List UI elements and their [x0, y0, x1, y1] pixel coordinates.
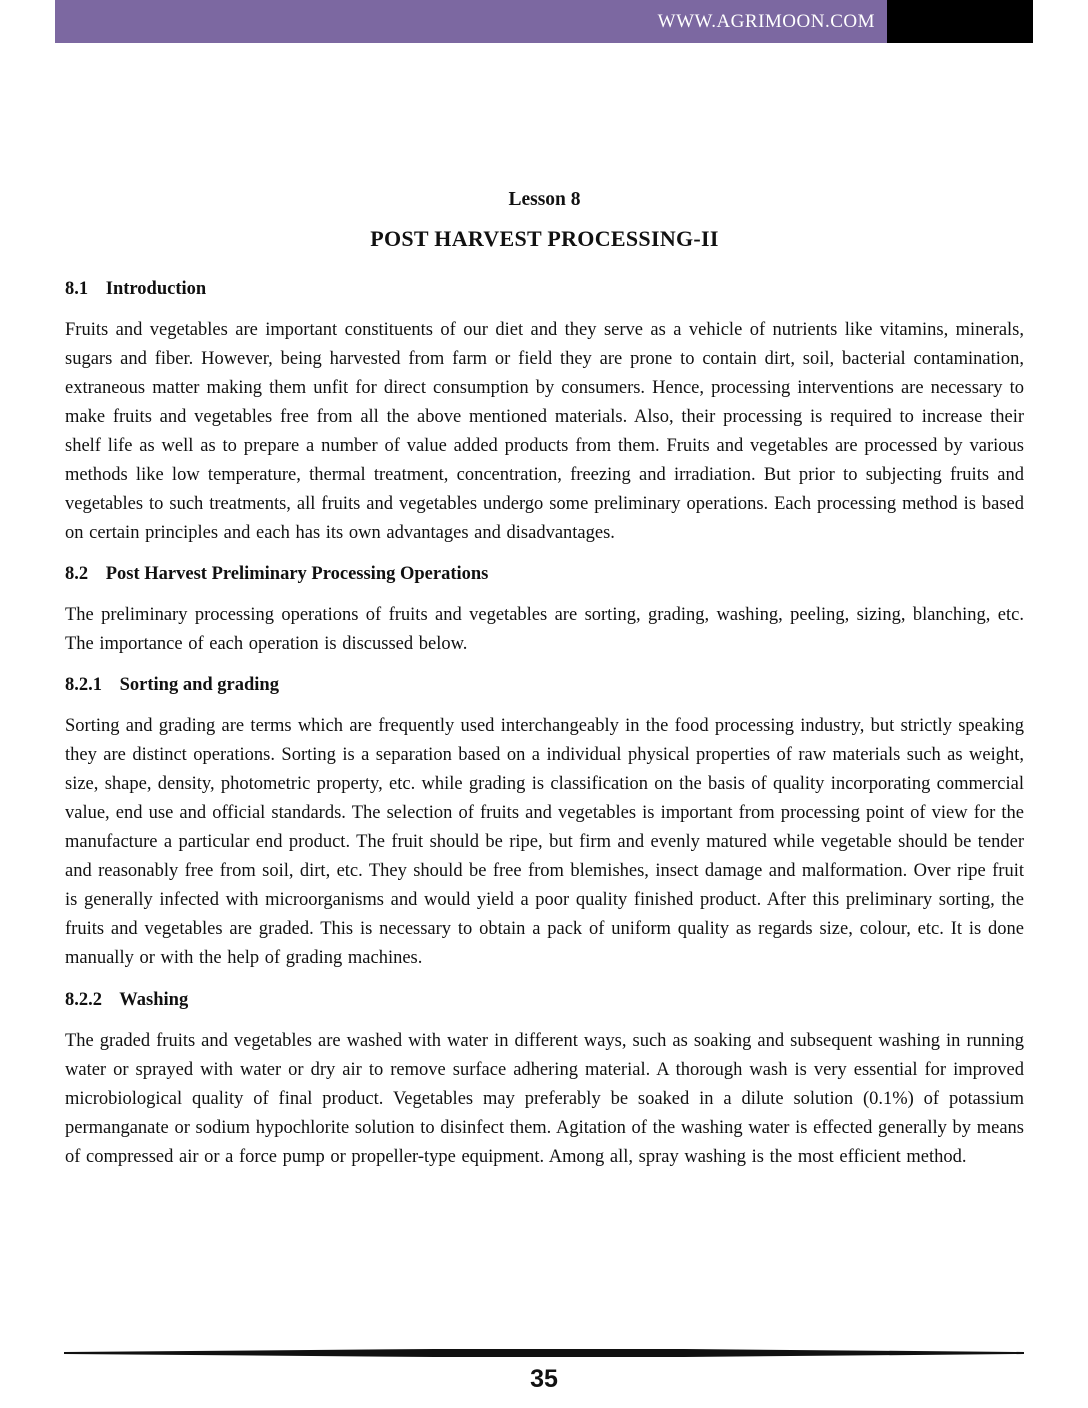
page-number: 35 [530, 1365, 558, 1393]
section-number: 8.2.1 [65, 675, 102, 695]
section-paragraph: The preliminary processing operations of fruits and vegetables are sorting, grading, washing, peeling, sizing, blanching, etc. The importance of each operation is discussed below. [65, 605, 1024, 654]
topbar-black-segment [887, 0, 1033, 43]
section-title: Washing [119, 990, 189, 1010]
section-heading-8-2-1 [65, 674, 1024, 696]
footer-rule [64, 1349, 1024, 1358]
topbar [0, 0, 1088, 43]
section-number: 8.1 [65, 279, 89, 299]
document-content [0, 43, 1088, 1172]
section-title: Introduction [105, 279, 207, 299]
lesson-number-title: Lesson 8 [508, 189, 581, 210]
section-paragraph: Sorting and grading are terms which are frequently used interchangeably in the food processing industry, but strictly speaking they are distinct operations. Sorting is a separation based on a individual physical properties of raw materials such as weight, size, shape, density, photometric property, etc. while grading is classification on the basis of quality incorporating commercial value, end use and official standards. The selection of fruits and vegetables is important from processing point of view for the manufacture a particular end product. The fruit should be ripe, but firm and evenly matured while vegetable should be tender and reasonably free from soil, dirt, etc. They should be free from blemishes, insect damage and malformation. Over ripe fruit is generally infected with microorganisms and would yield a poor quality finished product. After this preliminary sorting, the fruits and vegetables are graded. This is necessary to obtain a pack of uniform quality as regards size, colour, etc. It is done manually or with the help of grading machines. [65, 716, 1024, 968]
section-paragraph: Fruits and vegetables are important constituents of our diet and they serve as a vehicle of nutrients like vitamins, minerals, sugars and fiber. However, being harvested from farm or field they are prone to contain dirt, soil, bacterial contamination, extraneous matter making them unfit for direct consumption by consumers. Hence, processing interventions are necessary to make fruits and vegetables free from all the above mentioned materials. Also, their processing is required to increase their shelf life as well as to prepare a number of value added products from them. Fruits and vegetables are processed by various methods like low temperature, thermal treatment, concentration, freezing and irradiation. But prior to subjecting fruits and vegetables to such treatments, all fruits and vegetables undergo some preliminary operations. Each processing method is based on certain principles and each has its own advantages and disadvantages. [65, 320, 1024, 543]
section-heading-8-2 [65, 563, 1024, 585]
section-heading-8-2-2 [65, 989, 1024, 1011]
section-title: Sorting and grading [119, 675, 279, 695]
section-paragraph: The graded fruits and vegetables are washed with water in different ways, such as soaking and subsequent washing in running water or sprayed with water or dry air to remove surface adhering material. A thorough wash is very essential for improved microbiological quality of final product. Vegetables may preferably be soaked in a dilute solution (0.1%) of potassium permanganate or sodium hypochlorite solution to disinfect them. Agitation of the washing water is effected generally by means of compressed air or a force pump or propeller-type equipment. Among all, spray washing is the most efficient method. [65, 1031, 1024, 1167]
page-footer [0, 1349, 1088, 1394]
section-title: Post Harvest Preliminary Processing Operations [105, 564, 489, 584]
topbar-banner [55, 0, 887, 43]
site-url-text: WWW.AGRIMOON.COM [657, 10, 875, 32]
section-heading-8-1 [65, 278, 1024, 300]
document-title: POST HARVEST PROCESSING-II [370, 226, 719, 251]
section-number: 8.2.2 [65, 990, 102, 1010]
section-number: 8.2 [65, 564, 89, 584]
